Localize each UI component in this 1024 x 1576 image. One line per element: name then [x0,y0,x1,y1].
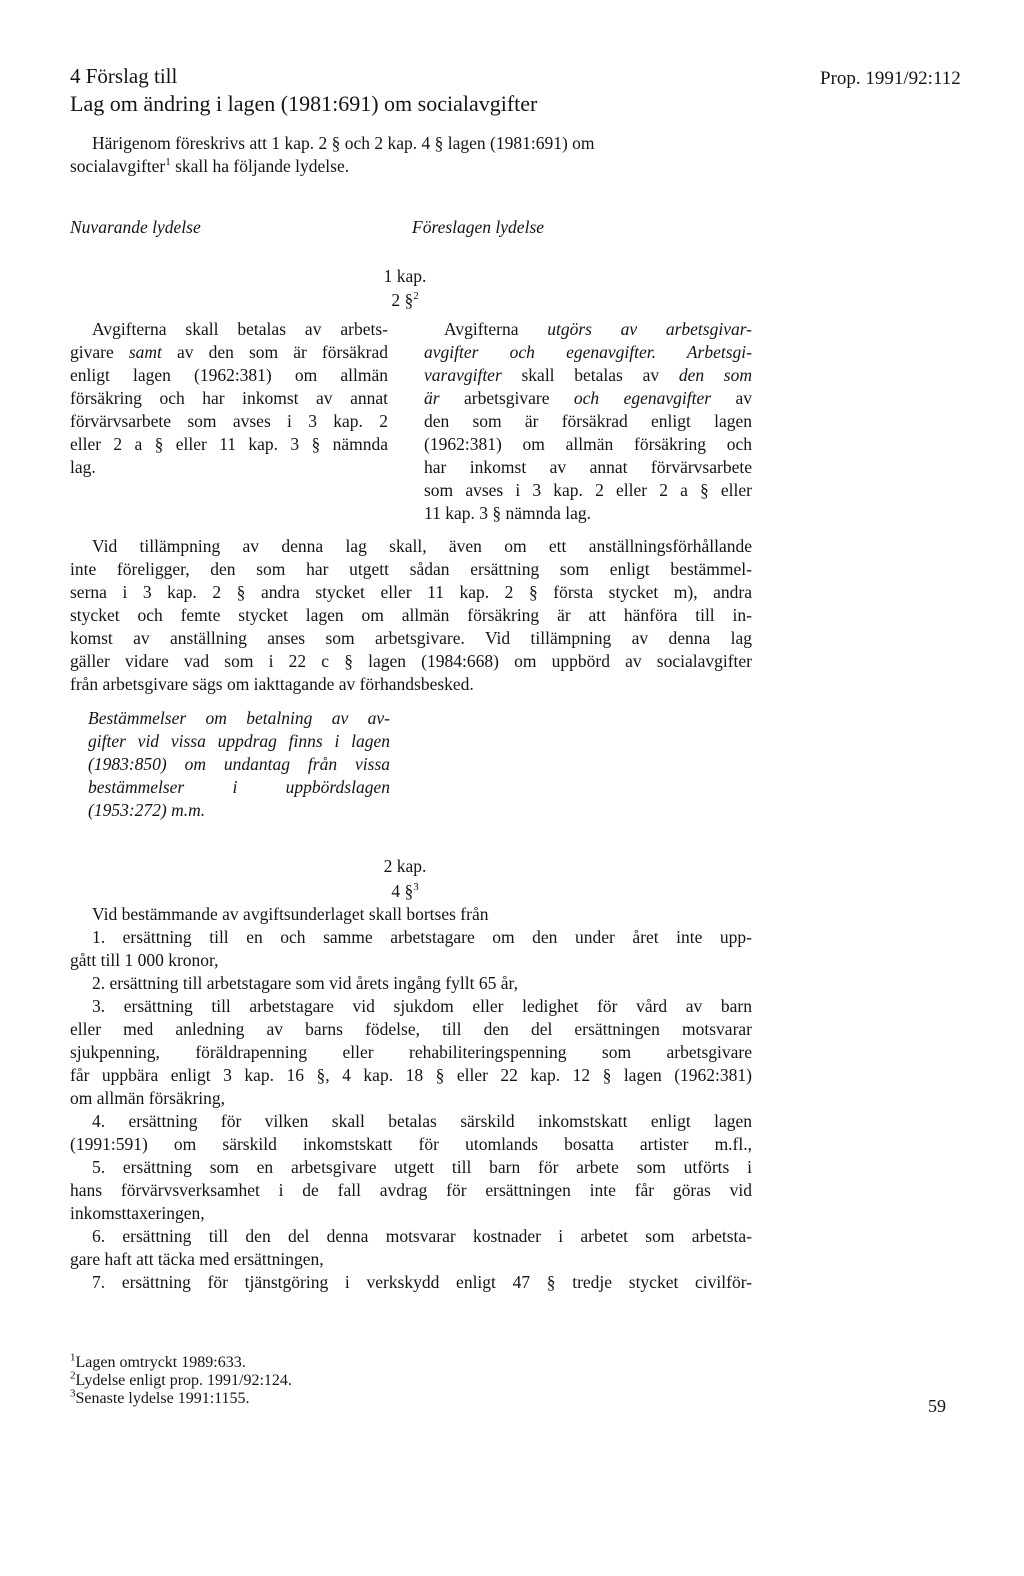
text-line: från arbetsgivare sägs om iakttagande av förhandsbesked. [70,674,474,694]
current-italic-text [88,707,390,822]
text-line: (1991:591) om särskild inkomstskatt för utomlands bosatta artister m.fl., [70,1134,752,1154]
common-text [70,535,752,696]
text-line: avgifter och egenavgifter. Arbetsgi- [424,342,752,362]
text-line: (1962:381) om allmän försäkring och [424,434,752,454]
text-line: komst av anställning anses som arbetsgivare. Vid tillämpning av denna lag [70,628,752,648]
text-line: eller med anledning av barns födelse, till den del ersättningen motsvarar [70,1019,752,1039]
text-line: den som är försäkrad enligt lagen [424,411,752,431]
text-line: 3. ersättning till arbetstagare vid sjukdom eller ledighet för vård av barn [92,996,752,1016]
text-line: sjukpenning, föräldrapenning eller rehabiliteringspenning som arbetsgivare [70,1042,752,1062]
page-number: 59 [928,1396,946,1416]
text-line: varavgifter skall betalas av den som [424,365,752,385]
text-line: lag. [70,457,96,477]
section-number: 4 Förslag till [70,64,178,88]
text-line: hans förvärvsverksamhet i de fall avdrag för ersättningen inte får göras vid [70,1180,752,1200]
text-line: 4. ersättning för vilken skall betalas särskild inkomstskatt enligt lagen [92,1111,752,1131]
footnotes [70,1351,292,1408]
text-line: (1983:850) om undantag från vissa [88,754,390,774]
text-line: Avgifterna skall betalas av arbets- [92,319,388,339]
text-line: givare samt av den som är försäkrad [70,342,388,362]
text-line: inte föreligger, den som har utgett sådan ersättning som enligt bestämmel- [70,559,752,579]
text-line: har inkomst av annat förvärvsarbete [424,457,752,477]
text-line: (1953:272) m.m. [88,800,206,820]
text-line: försäkring och har inkomst av annat [70,388,388,408]
text-line: 11 kap. 3 § nämnda lag. [424,503,592,523]
text-line: gått till 1 000 kronor, [70,950,219,970]
chapter-2-text [70,903,752,1294]
footnote-2: $^2$Lydelse enligt prop. 1991/92:124. [70,1369,292,1389]
text-line: 6. ersättning till den del denna motsvarar kostnader i arbetet som arbetsta- [92,1226,752,1246]
text-line: bestämmelser i uppbördslagen [88,777,390,797]
column-header-current: Nuvarande lydelse [70,217,201,237]
column-header-proposed: Föreslagen lydelse [412,217,545,237]
text-line: 1. ersättning till en och samme arbetstagare om den under året inte upp- [92,927,752,947]
text-line: inkomsttaxeringen, [70,1203,205,1223]
law-title: Lag om ändring i lagen (1981:691) om socialavgifter [70,91,538,116]
text-line: serna i 3 kap. 2 § andra stycket eller 11 kap. 2 § första stycket m), andra [70,582,752,602]
text-line: gifter vid vissa uppdrag finns i lagen [88,731,390,751]
intro-line-2: socialavgifter$^1$ skall ha följande lydelse. [70,156,350,176]
chapter-1-heading: 1 kap. [383,266,427,286]
intro-line-1: Härigenom föreskrivs att 1 kap. 2 § och 2 kap. 4 § lagen (1981:691) om [92,133,595,153]
text-line: 2. ersättning till arbetstagare som vid årets ingång fyllt 65 år, [92,973,518,993]
text-line: Bestämmelser om betalning av av- [88,708,390,728]
proposition-number: Prop. 1991/92:112 [820,68,961,89]
text-line: gare haft att täcka med ersättningen, [70,1249,324,1269]
text-line: Vid bestämmande av avgiftsunderlaget skall bortses från [92,904,489,924]
footnote-3: $^3$Senaste lydelse 1991:1155. [70,1387,250,1407]
text-line: Avgifterna utgörs av arbetsgivar- [444,319,752,339]
text-line: 7. ersättning för tjänstgöring i verkskydd enligt 47 § tredje stycket civilför- [92,1272,752,1292]
text-line: eller 2 a § eller 11 kap. 3 § nämnda [70,434,388,454]
chapter-2-paragraph: 4 §$^3$ [391,881,419,901]
text-line: som avses i 3 kap. 2 eller 2 a § eller [424,480,752,500]
text-line: får uppbära enligt 3 kap. 16 §, 4 kap. 18 § eller 22 kap. 12 § lagen (1962:381) [70,1065,752,1085]
text-line: Vid tillämpning av denna lag skall, även om ett anställningsförhållande [92,536,752,556]
text-line: förvärvsarbete som avses i 3 kap. 2 [70,411,388,431]
proposed-text [424,318,752,525]
current-text [70,318,388,479]
text-line: är arbetsgivare och egenavgifter av [424,388,752,408]
chapter-1-paragraph: 2 §$^2$ [391,290,419,310]
text-line: 5. ersättning som en arbetsgivare utgett till barn för arbete som utförts i [92,1157,752,1177]
text-line: enligt lagen (1962:381) om allmän [70,365,388,385]
text-line: om allmän försäkring, [70,1088,226,1108]
text-line: gäller vidare vad som i 22 c § lagen (1984:668) om uppbörd av socialavgifter [70,651,752,671]
text-line: stycket och femte stycket lagen om allmän försäkring är att hänföra till in- [70,605,752,625]
footnote-1: $^1$Lagen omtryckt 1989:633. [70,1351,246,1371]
chapter-2-heading: 2 kap. [383,856,427,876]
